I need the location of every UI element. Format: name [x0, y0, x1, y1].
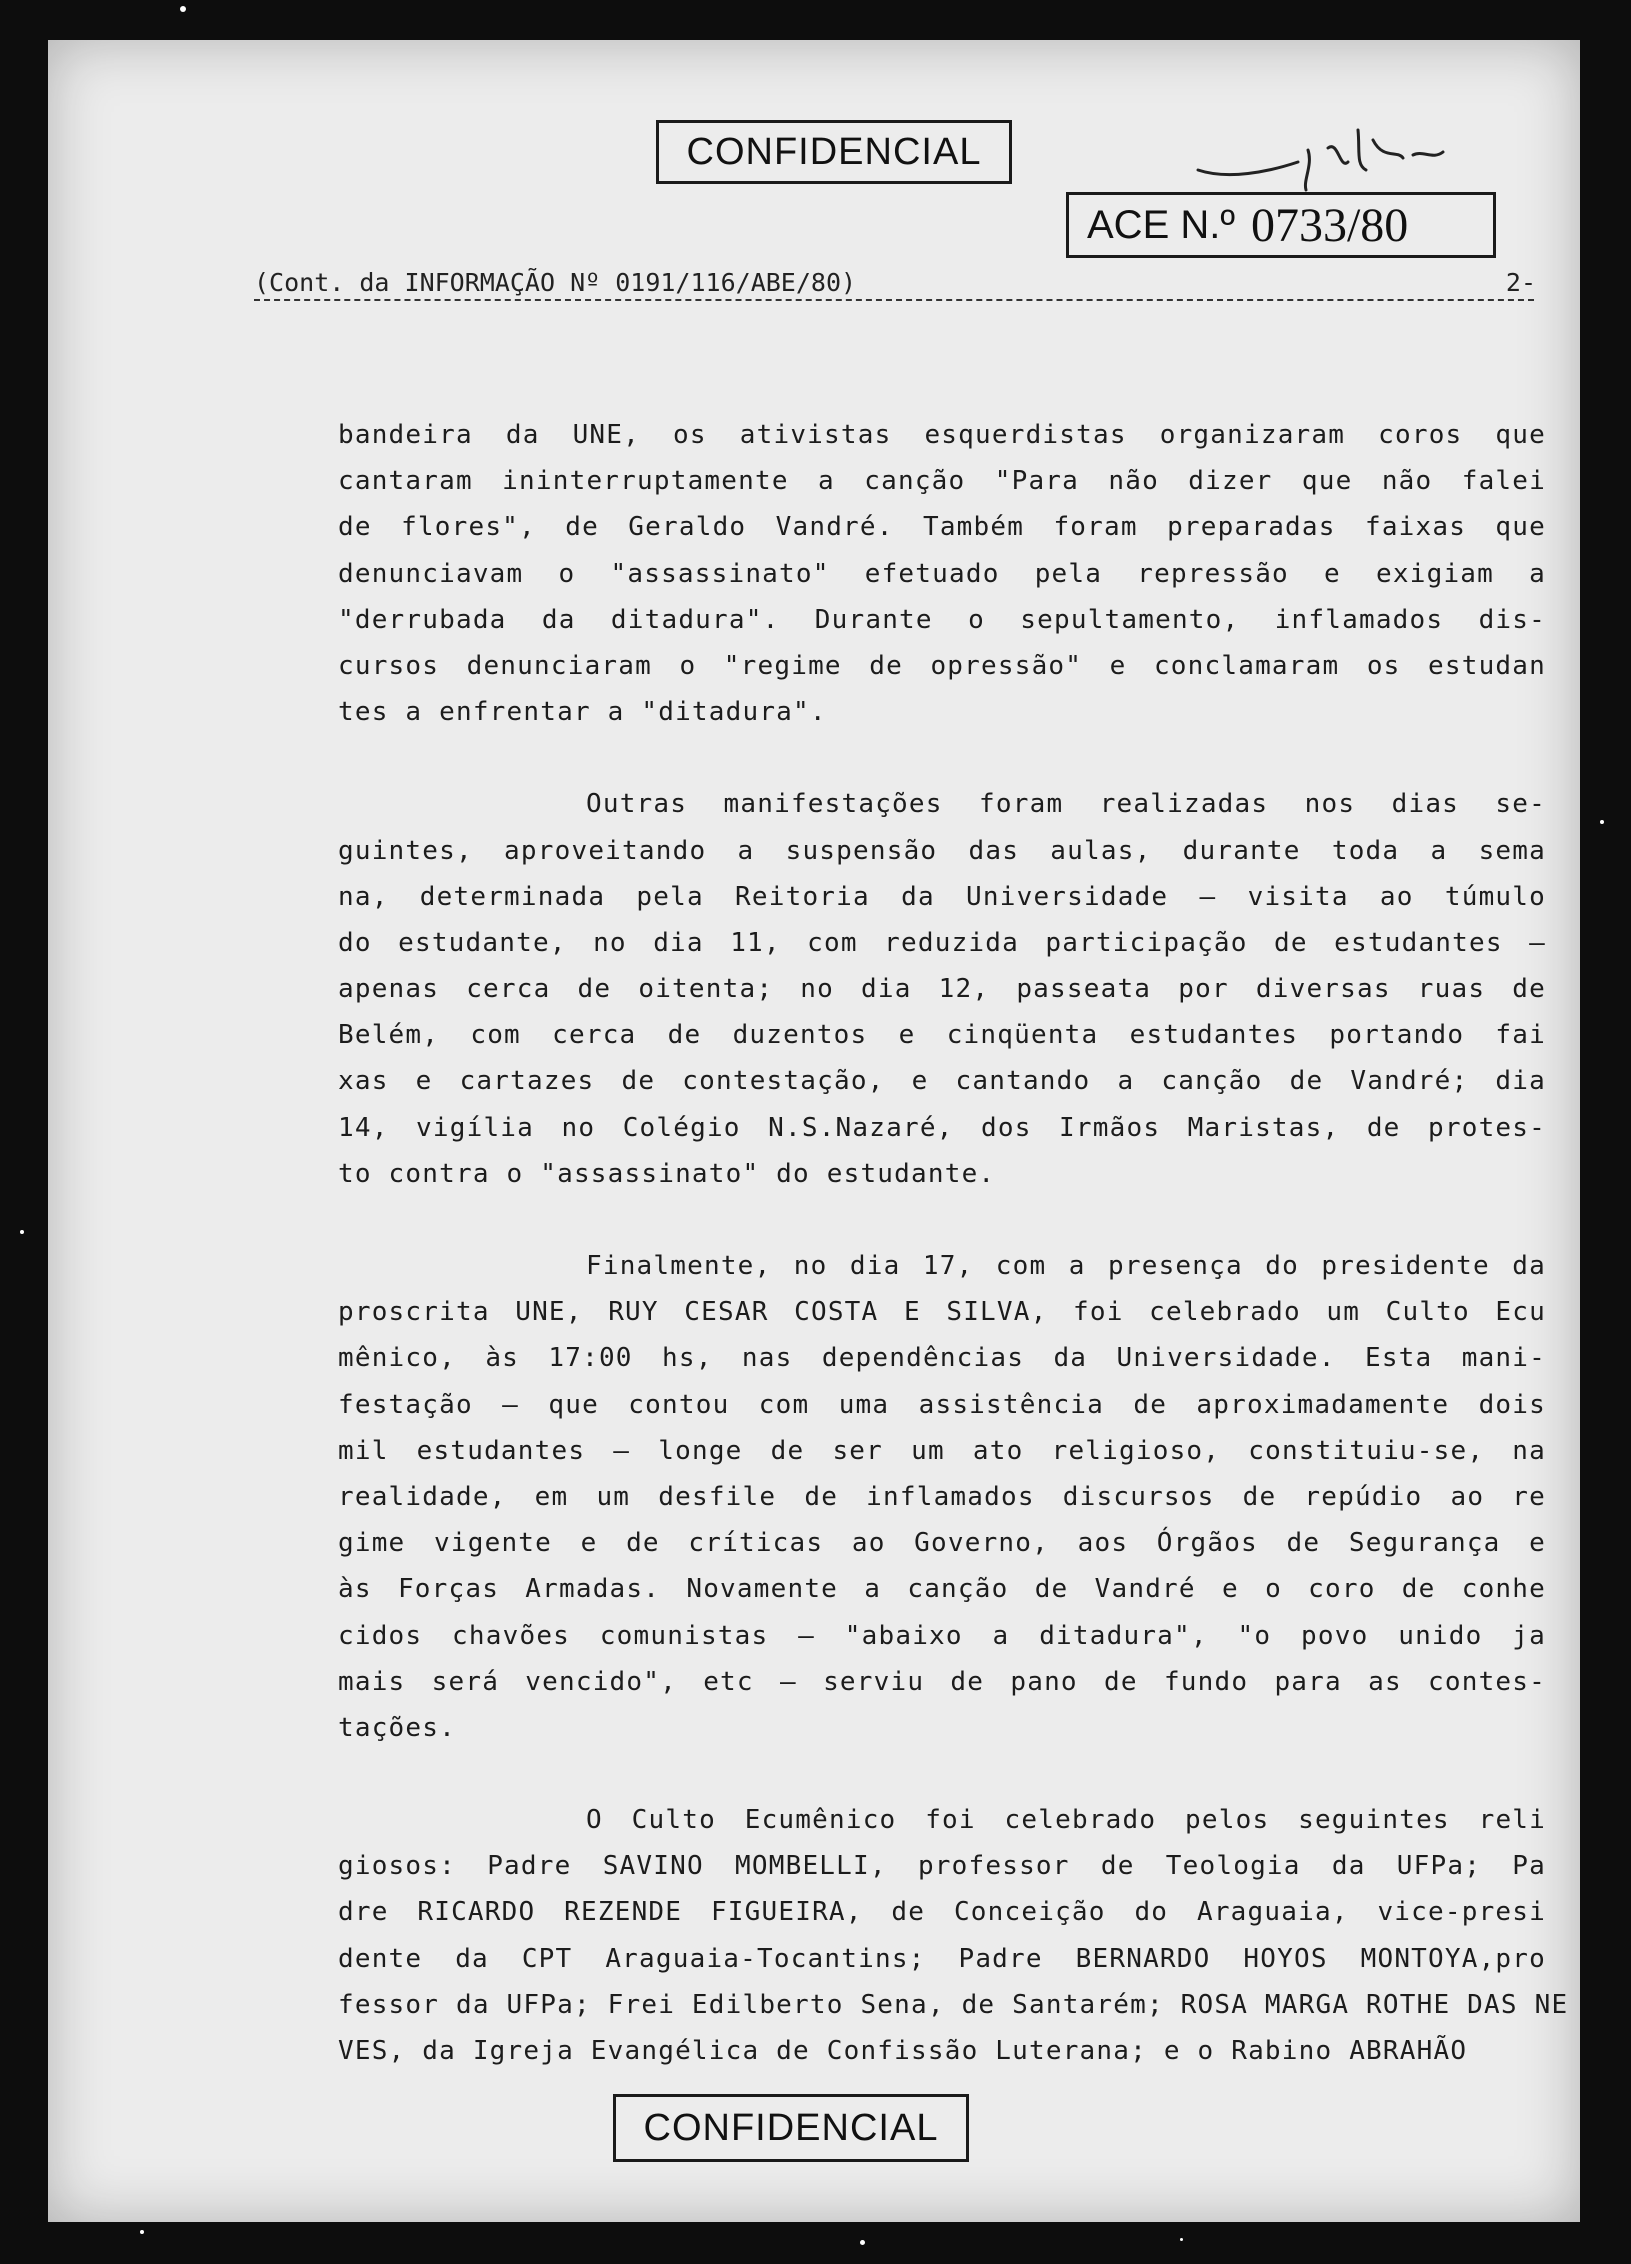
text-line: Finalmente, no dia 17, com a presença do presidente da [586, 1251, 1546, 1281]
text-line: fessor da UFPa; Frei Edilberto Sena, de Santarém; ROSA MARGA ROTHE DAS NE [338, 1989, 1569, 2020]
ace-label: ACE N.º [1087, 202, 1235, 247]
text-line: tações. [338, 1712, 456, 1743]
text-line: guintes, aproveitando a suspensão das aulas, durante toda a sema [338, 835, 1546, 866]
confidential-stamp-bottom: CONFIDENCIAL [613, 2094, 969, 2162]
text-line: VES, da Igreja Evangélica de Confissão Luterana; e o Rabino ABRAHÃO [338, 2036, 1468, 2066]
text-line: de flores", de Geraldo Vandré. Também foram preparadas faixas que [338, 512, 1546, 543]
confidential-stamp-top: CONFIDENCIAL [656, 120, 1012, 184]
handwritten-signature [1188, 110, 1488, 200]
text-line: bandeira da UNE, os ativistas esquerdistas organizaram coros que [338, 420, 1546, 450]
paragraph [338, 1243, 1546, 1751]
text-line: dente da CPT Araguaia-Tocantins; Padre BERNARDO HOYOS MONTOYA,pro [338, 1943, 1546, 1974]
text-line: O Culto Ecumênico foi celebrado pelos seguintes reli [586, 1805, 1546, 1836]
text-line: xas e cartazes de contestação, e cantando a canção de Vandré; dia [338, 1066, 1546, 1097]
text-line: realidade, em um desfile de inflamados discursos de repúdio ao re [338, 1481, 1546, 1512]
paragraph [338, 1797, 1569, 2074]
document-header [254, 268, 1534, 301]
text-line: às Forças Armadas. Novamente a canção de Vandré e o coro de conhe [338, 1574, 1546, 1605]
text-line: to contra o "assassinato" do estudante. [338, 1158, 996, 1189]
text-line: "derrubada da ditadura". Durante o sepultamento, inflamados dis- [338, 604, 1546, 635]
text-line: 14, vigília no Colégio N.S.Nazaré, dos Irmãos Maristas, de protes- [338, 1112, 1546, 1143]
text-line: cidos chavões comunistas — "abaixo a ditadura", "o povo unido ja [338, 1620, 1546, 1651]
document-body [338, 412, 1569, 2074]
text-line: denunciavam o "assassinato" efetuado pela repressão e exigiam a [338, 558, 1546, 589]
text-line: do estudante, no dia 11, com reduzida participação de estudantes — [338, 927, 1546, 958]
text-line: gime vigente e de críticas ao Governo, aos Órgãos de Segurança e [338, 1528, 1546, 1559]
document-page [48, 40, 1580, 2222]
text-line: cantaram ininterruptamente a canção "Para não dizer que não falei [338, 466, 1546, 497]
text-line: tes a enfrentar a "ditadura". [338, 697, 827, 728]
text-line: mil estudantes — longe de ser um ato religioso, constituiu-se, na [338, 1435, 1546, 1466]
text-line: mais será vencido", etc — serviu de pano de fundo para as contes- [338, 1666, 1546, 1697]
text-line: dre RICARDO REZENDE FIGUEIRA, de Conceição do Araguaia, vice-presi [338, 1897, 1546, 1928]
paragraph [338, 781, 1546, 1197]
info-reference: (Cont. da INFORMAÇÃO Nº 0191/116/ABE/80) [254, 268, 857, 297]
page-number-header: 2- [1505, 268, 1536, 297]
ace-number: 0733/80 [1250, 198, 1409, 252]
text-line: proscrita UNE, RUY CESAR COSTA E SILVA, foi celebrado um Culto Ecu [338, 1297, 1546, 1328]
paragraph-gap [338, 1751, 1546, 1797]
paragraph [338, 412, 1546, 735]
paragraph-gap [338, 735, 1546, 781]
text-line: na, determinada pela Reitoria da Universidade — visita ao túmulo [338, 881, 1546, 912]
text-line: giosos: Padre SAVINO MOMBELLI, professor de Teologia da UFPa; Pa [338, 1851, 1546, 1882]
paragraph-gap [338, 1197, 1546, 1243]
text-line: Outras manifestações foram realizadas nos dias se- [586, 789, 1546, 820]
text-line: apenas cerca de oitenta; no dia 12, passeata por diversas ruas de [338, 974, 1546, 1005]
ace-number-box [1066, 192, 1496, 258]
text-line: cursos denunciaram o "regime de opressão" e conclamaram os estudan [338, 650, 1546, 681]
text-line: Belém, com cerca de duzentos e cinqüenta estudantes portando fai [338, 1020, 1546, 1051]
text-line: mênico, às 17:00 hs, nas dependências da Universidade. Esta mani- [338, 1343, 1546, 1374]
text-line: festação — que contou com uma assistência de aproximadamente dois [338, 1389, 1546, 1420]
